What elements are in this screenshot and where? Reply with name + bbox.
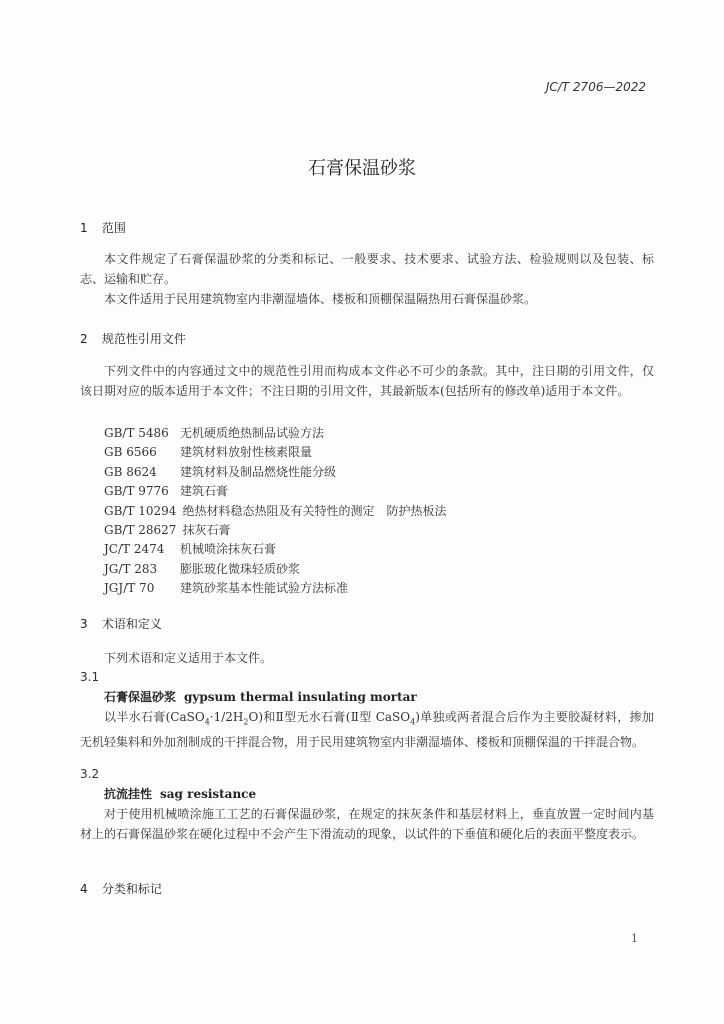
term-definition: 对于使用机械喷涂施工工艺的石膏保温砂浆，在规定的抹灰条件和基层材料上，垂直放置一定时间内基材上的石膏保温砂浆在硬化过程中不会产生下滑流动的现象，以试件的下垂值和硬化后的表面平整度表示。 [80,807,654,841]
references-intro: 下列文件中的内容通过文中的规范性引用而构成本文件必不可少的条款。其中，注日期的引用文件，仅该日期对应的版本适用于本文件；不注日期的引用文件，其最新版本(包括所有的修改单)适用于本文件。 [80,364,654,398]
reference-item [104,463,446,482]
section-number: 3 [80,617,88,631]
reference-code: GB/T 5486 [104,426,169,440]
section-title: 范围 [101,221,126,235]
reference-title: 机械喷涂抹灰石膏 [180,542,277,557]
reference-item [104,560,446,579]
terms-intro: 下列术语和定义适用于本文件。 [104,651,273,665]
section-heading-scope [80,219,126,236]
scope-paragraph-2: 本文件适用于民用建筑物室内非潮湿墙体、楼板和顶棚保温隔热用石膏保温砂浆。 [104,292,537,306]
reference-title: 膨胀玻化微珠轻质砂浆 [180,561,301,576]
term-zh: 石膏保温砂浆 [104,690,177,704]
reference-title: 抹灰石膏 [182,523,231,538]
section-number: 4 [80,882,88,896]
reference-title: 建筑材料放射性核素限量 [180,445,313,460]
document-title: 石膏保温砂浆 [308,158,416,179]
reference-code: GB 8624 [104,464,157,479]
reference-item [104,540,446,559]
term-en: sag resistance [160,787,257,801]
term-en: gypsum thermal insulating mortar [184,690,417,704]
section-number: 2 [80,332,88,346]
reference-item [104,424,446,443]
reference-code: JG/T 283 [104,561,158,576]
section-heading-normative-references [80,330,186,347]
section-heading-terms-definitions [80,615,162,632]
section-title: 分类和标记 [101,882,162,896]
reference-item [104,502,446,521]
reference-title: 无机硬质绝热制品试验方法 [180,426,325,440]
reference-title: 绝热材料稳态热阻及有关特性的测定 防护热板法 [182,503,447,518]
term-heading [104,688,417,705]
reference-item [104,579,446,598]
reference-code: GB 6566 [104,445,157,460]
reference-title: 建筑材料及制品燃烧性能分级 [180,464,337,479]
reference-code: GB/T 28627 [104,523,177,538]
term-definition: 以半水石膏$(CaSO_4\cdot 1/2H_2O)$和Ⅱ型无水石膏(Ⅱ型 CaSO$_4$)单独或两者混合后作为主要胶凝材料，掺加无机轻集料和外加剂制成的干拌混合物，用于民用建筑物室内非潮湿墙体、楼板和顶棚保温的干拌混合物。 [80,710,655,750]
reference-item [104,521,446,540]
section-title: 术语和定义 [101,617,162,631]
term-zh: 抗流挂性 [104,787,153,801]
reference-item [104,482,446,501]
reference-code: GB/T 9776 [104,484,169,499]
reference-code: JGJ/T 70 [104,581,155,596]
section-title: 规范性引用文件 [101,332,186,346]
term-heading [104,785,256,802]
standard-number: JC/T 2706—2022 [545,80,646,94]
reference-title: 建筑石膏 [180,484,229,499]
reference-list [104,424,446,599]
scope-paragraph-1: 本文件规定了石膏保温砂浆的分类和标记、一般要求、技术要求、试验方法、检验规则以及包装、标志、运输和贮存。 [80,252,654,286]
reference-code: JC/T 2474 [104,542,165,557]
term-number: 3.2 [80,767,100,781]
reference-code: GB/T 10294 [104,503,177,518]
reference-item [104,443,446,462]
term-number: 3.1 [80,670,100,684]
page-number: 1 [631,932,638,945]
reference-title: 建筑砂浆基本性能试验方法标准 [180,581,349,596]
section-heading-classification [80,880,162,897]
section-number: 1 [80,221,88,235]
